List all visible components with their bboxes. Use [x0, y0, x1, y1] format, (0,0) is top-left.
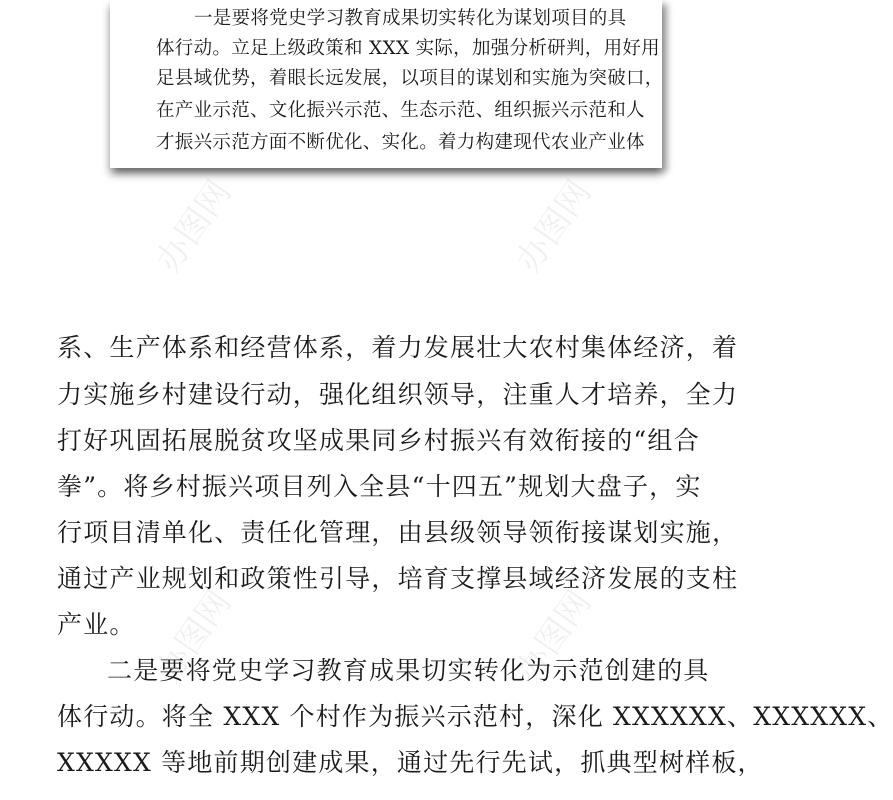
body-line-10: XXXXX 等地前期创建成果，通过先行先试，抓典型树样板， — [57, 748, 764, 777]
body-line-9: 体行动。将全 XXX 个村作为振兴示范村，深化 XXXXXX、XXXXXX、 — [57, 702, 893, 731]
card-line-2: 体行动。立足上级政策和 XXX 实际，加强分析研判，用好用 — [156, 38, 660, 59]
body-line-5: 行项目清单化、责任化管理，由县级领导领衔接谋划实施， — [57, 518, 739, 547]
card-line-5: 才振兴示范方面不断优化、实化。着力构建现代农业产业体 — [156, 132, 645, 153]
body-line-4: 拳”。将乡村振兴项目列入全县“十四五”规划大盘子，实 — [57, 472, 702, 501]
body-line-8: 二是要将党史学习教育成果切实转化为示范创建的具 — [107, 656, 710, 685]
card-line-4: 在产业示范、文化振兴示范、生态示范、组织振兴示范和人 — [156, 100, 645, 121]
body-line-2: 力实施乡村建设行动，强化组织领导，注重人才培养，全力 — [57, 380, 739, 409]
watermark: 办图网 — [508, 583, 600, 690]
excerpt-card — [110, 0, 662, 168]
body-line-3: 打好巩固拓展脱贫攻坚成果同乡村振兴有效衔接的“组合 — [57, 426, 700, 455]
watermark: 办图网 — [148, 583, 240, 690]
watermark: 办图网 — [508, 173, 600, 280]
card-line-1: 一是要将党史学习教育成果切实转化为谋划项目的具 — [194, 8, 627, 29]
watermark: 办图网 — [148, 173, 240, 280]
card-line-3: 足县域优势，着眼长远发展，以项目的谋划和实施为突破口， — [156, 68, 664, 89]
body-line-1: 系、生产体系和经营体系，着力发展壮大农村集体经济，着 — [57, 333, 739, 362]
body-line-7: 产业。 — [57, 610, 136, 639]
body-line-6: 通过产业规划和政策性引导，培育支撑县域经济发展的支柱 — [57, 564, 739, 593]
